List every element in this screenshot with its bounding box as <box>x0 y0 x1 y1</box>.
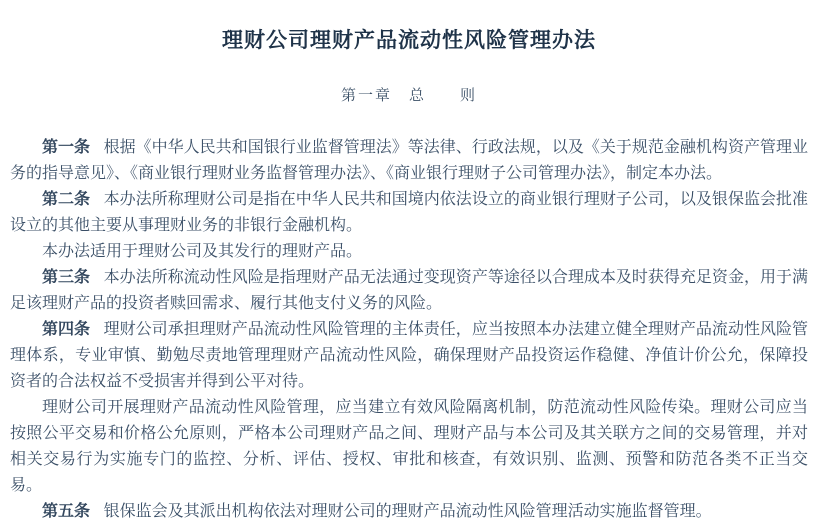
clause-number: 第二条 <box>42 191 91 208</box>
clause-number: 第三条 <box>42 269 91 286</box>
clause-paragraph-3 <box>10 239 808 265</box>
clause-text: 本办法适用于理财公司及其发行的理财产品。 <box>42 243 363 260</box>
clause-paragraph-7 <box>10 499 808 525</box>
chapter-heading: 第一章 总 则 <box>340 88 477 104</box>
clause-text: 根据《中华人民共和国银行业监督管理法》等法律、行政法规，以及《关于规范金融机构资产管理业务的指导意见》、《商业银行理财业务监督管理办法》、《商业银行理财子公司管理办法》，制定本办法。 <box>10 139 808 182</box>
clause-text: 银保监会及其派出机构依法对理财公司的理财产品流动性风险管理活动实施监督管理。 <box>103 503 712 520</box>
clause-text: 本办法所称流动性风险是指理财产品无法通过变现资产等途径以合理成本及时获得充足资金，用于满足该理财产品的投资者赎回需求、履行其他支付义务的风险。 <box>10 269 808 312</box>
document-title: 理财公司理财产品流动性风险管理办法 <box>222 28 596 52</box>
clause-text: 本办法所称理财公司是指在中华人民共和国境内依法设立的商业银行理财子公司，以及银保监会批准设立的其他主要从事理财业务的非银行金融机构。 <box>10 191 808 234</box>
clause-paragraph-2 <box>10 187 808 239</box>
clause-text: 理财公司承担理财产品流动性风险管理的主体责任，应当按照本办法建立健全理财产品流动性风险管理体系，专业审慎、勤勉尽责地管理理财产品流动性风险，确保理财产品投资运作稳健、净值计价公允，保障投资者的合法权益不受损害并得到公平对待。 <box>10 321 808 390</box>
clause-text: 理财公司开展理财产品流动性风险管理，应当建立有效风险隔离机制，防范流动性风险传染。理财公司应当按照公平交易和价格公允原则，严格本公司理财产品之间、理财产品与本公司及其关联方之间的交易管理，并对相关交易行为实施专门的监控、分析、评估、授权、审批和核查，有效识别、监测、预警和防范各类不正当交易。 <box>10 399 808 494</box>
clause-number: 第四条 <box>42 321 91 338</box>
clause-paragraph-5 <box>10 317 808 395</box>
clause-paragraph-6 <box>10 395 808 499</box>
document-body <box>10 135 808 525</box>
clause-paragraph-4 <box>10 265 808 317</box>
clause-number: 第一条 <box>42 139 91 156</box>
clause-paragraph-1 <box>10 135 808 187</box>
clause-number: 第五条 <box>42 503 91 520</box>
